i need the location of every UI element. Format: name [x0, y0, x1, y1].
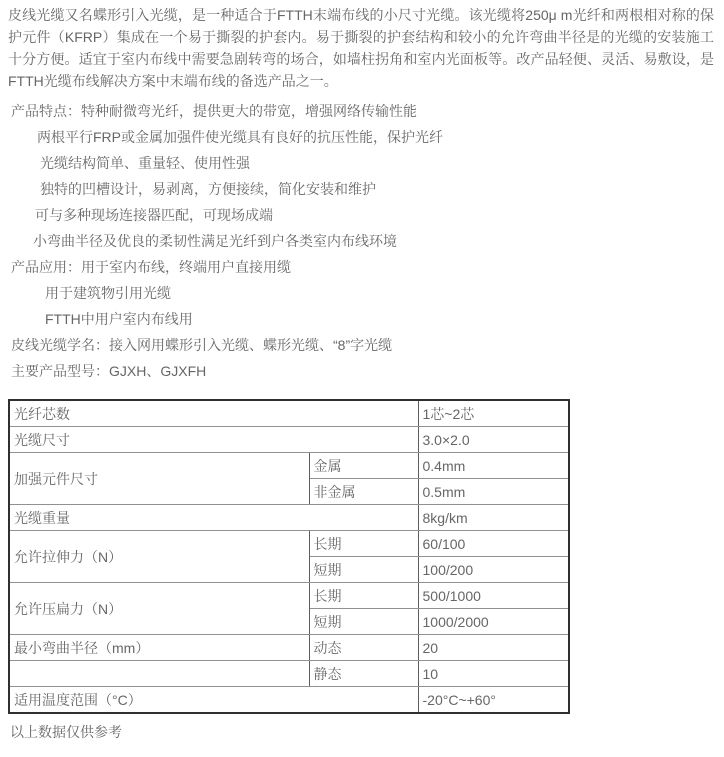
spec-sub-label-cell: 短期 [309, 557, 418, 583]
intro-paragraph: 皮线光缆又名蝶形引入光缆，是一种适合于FTTH末端布线的小尺寸光缆。该光缆将250μ m光纤和两根相对称的保护元件（KFRP）集成在一个易于撕裂的护套内。易于撕裂的护套结构和较小的允许弯曲半径是的光缆的安装施工十分方便。适宜于室内布线中需要急剧转弯的场合，如墙柱拐角和室内光面板等。改产品轻便、灵活、易敷设，是FTTH光缆布线解决方案中末端布线的备选产品之一。 [8, 7, 714, 89]
spec-sub-label-cell: 非金属 [309, 479, 418, 505]
application-item-2: FTTH中用户室内布线用 [45, 311, 193, 327]
spec-sub-label-cell: 长期 [309, 531, 418, 557]
table-row-weight [9, 505, 569, 531]
spec-value-cell: 100/200 [418, 557, 569, 583]
spec-value-cell: 1000/2000 [418, 609, 569, 635]
spec-label-cell: 最小弯曲半径（mm） [9, 635, 309, 661]
feature-item-5: 小弯曲半径及优良的柔韧性满足光纤到户各类室内布线环境 [33, 233, 397, 249]
spec-value-cell: 1芯~2芯 [418, 400, 569, 427]
table-row-strength-metal [9, 453, 569, 479]
spec-value-cell: 8kg/km [418, 505, 569, 531]
table-row-bend-dynamic [9, 635, 569, 661]
spec-sub-label-cell: 短期 [309, 609, 418, 635]
table-row-tension-long [9, 531, 569, 557]
spec-value-cell: 60/100 [418, 531, 569, 557]
spec-label-cell: 加强元件尺寸 [9, 453, 309, 505]
spec-value-cell: 10 [418, 661, 569, 687]
product-applications-line: 产品应用：用于室内布线，终端用户直接用缆 [11, 259, 291, 275]
spec-value-cell: 0.4mm [418, 453, 569, 479]
feature-item-4: 可与多种现场连接器匹配，可现场成端 [35, 207, 273, 223]
spec-sub-label-cell: 金属 [309, 453, 418, 479]
spec-sub-label-cell: 长期 [309, 583, 418, 609]
spec-sub-label-cell: 静态 [309, 661, 418, 687]
spec-label-cell: 光缆尺寸 [9, 427, 418, 453]
product-features-line: 产品特点：特种耐微弯光纤，提供更大的带宽，增强网络传输性能 [11, 103, 417, 119]
spec-empty-cell [9, 661, 309, 687]
spec-table [8, 399, 570, 714]
feature-item-3: 独特的凹槽设计，易剥离，方便接续，简化安装和维护 [40, 181, 376, 197]
spec-sub-label-cell: 动态 [309, 635, 418, 661]
table-row-bend-static [9, 661, 569, 687]
spec-label-cell: 光纤芯数 [9, 400, 418, 427]
table-row-crush-long [9, 583, 569, 609]
table-row-cable-size [9, 427, 569, 453]
application-item-1: 用于建筑物引用光缆 [45, 285, 171, 301]
product-alias-line: 皮线光缆学名：接入网用蝶形引入光缆、蝶形光缆、“8”字光缆 [11, 337, 393, 353]
spec-label-cell: 允许压扁力（N） [9, 583, 309, 635]
spec-value-cell: -20°C~+60° [418, 687, 569, 714]
spec-value-cell: 3.0×2.0 [418, 427, 569, 453]
spec-label-cell: 光缆重量 [9, 505, 418, 531]
data-disclaimer-note: 以上数据仅供参考 [10, 724, 122, 740]
feature-item-1: 两根平行FRP或金属加强件使光缆具有良好的抗压性能，保护光纤 [37, 129, 443, 145]
spec-value-cell: 500/1000 [418, 583, 569, 609]
feature-item-2: 光缆结构简单、重量轻、使用性强 [40, 155, 250, 171]
table-row-temperature [9, 687, 569, 714]
product-models-line: 主要产品型号：GJXH、GJXFH [11, 363, 207, 379]
table-row-fiber-count [9, 400, 569, 427]
spec-label-cell: 适用温度范围（°C） [9, 687, 418, 714]
spec-value-cell: 20 [418, 635, 569, 661]
spec-value-cell: 0.5mm [418, 479, 569, 505]
spec-label-cell: 允许拉伸力（N） [9, 531, 309, 583]
